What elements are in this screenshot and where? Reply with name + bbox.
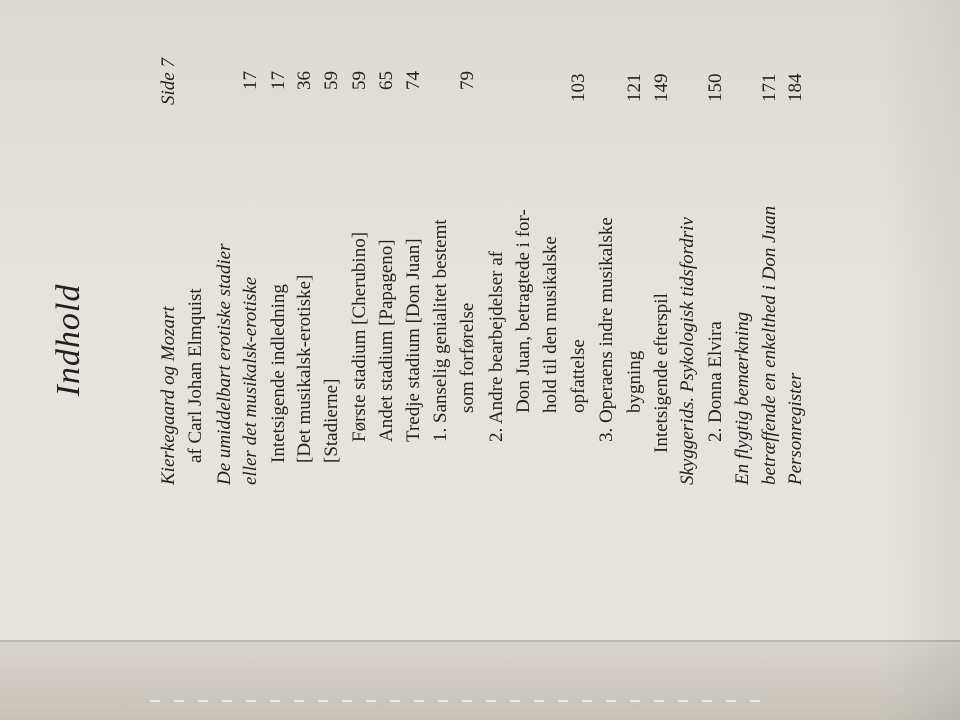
toc-page-number: 121 (624, 73, 645, 102)
toc-page-number: 17 (240, 71, 261, 90)
page-shadow (880, 0, 960, 720)
toc-page-number: 79 (457, 71, 478, 90)
toc-entry: Don Juan, betragtede i for- (513, 209, 534, 413)
table-of-contents (20, 58, 806, 700)
toc-entry: bygning (624, 350, 645, 413)
toc-entry: Tredje stadium [Don Juan] (403, 238, 424, 442)
toc-page-number: 150 (705, 73, 726, 102)
toc-entry: En flygtig bemærkning (732, 311, 753, 485)
toc-entry: Andet stadium [Papageno] (376, 239, 397, 442)
toc-entry: Skyggerids. Psykologisk tidsfordriv (677, 217, 698, 485)
toc-entry: [Stadierne] (321, 378, 342, 463)
toc-entry: eller det musikalsk-erotiske (240, 276, 261, 485)
toc-entry: Intetsigende indledning (268, 284, 289, 463)
toc-entry: af Carl Johan Elmquist (185, 288, 206, 463)
toc-page-number: 65 (376, 71, 397, 90)
toc-entry: [Det musikalsk-erotiske] (294, 274, 315, 463)
toc-page-number: 171 (759, 73, 780, 102)
toc-page-number: 36 (294, 71, 315, 90)
toc-page-number: Side 7 (158, 58, 179, 105)
binding-stitches (150, 700, 770, 702)
toc-heading: Indhold (50, 283, 87, 397)
toc-page-number: 17 (268, 71, 289, 90)
toc-entry: betræffende en enkelthed i Don Juan (759, 205, 780, 485)
toc-page-number: 149 (651, 73, 672, 102)
toc-entry: hold til den musikalske (540, 236, 561, 413)
toc-page-number: 184 (785, 73, 806, 102)
toc-entry: 2. Donna Elvira (705, 321, 726, 442)
toc-page-number: 59 (321, 71, 342, 90)
toc-entry: opfattelse (568, 339, 589, 413)
toc-entry: som forførelse (457, 302, 478, 413)
toc-entry: Første stadium [Cherubino] (349, 231, 370, 442)
toc-entry: 1. Sanselig genialitet bestemt (430, 219, 451, 442)
toc-entry: 3. Operaens indre musikalske (596, 217, 617, 442)
toc-page-number: 74 (403, 71, 424, 90)
toc-entry: 2. Andre bearbejdelser af (486, 251, 507, 442)
toc-page-number: 59 (349, 71, 370, 90)
toc-entry: Intetsigende efterspil (651, 293, 672, 453)
toc-page-number: 103 (568, 73, 589, 102)
toc-entry: Kierkegaard og Mozart (158, 306, 179, 485)
toc-entry: Personregister (785, 372, 806, 485)
toc-entry: De umiddelbart erotiske stadier (214, 243, 235, 485)
